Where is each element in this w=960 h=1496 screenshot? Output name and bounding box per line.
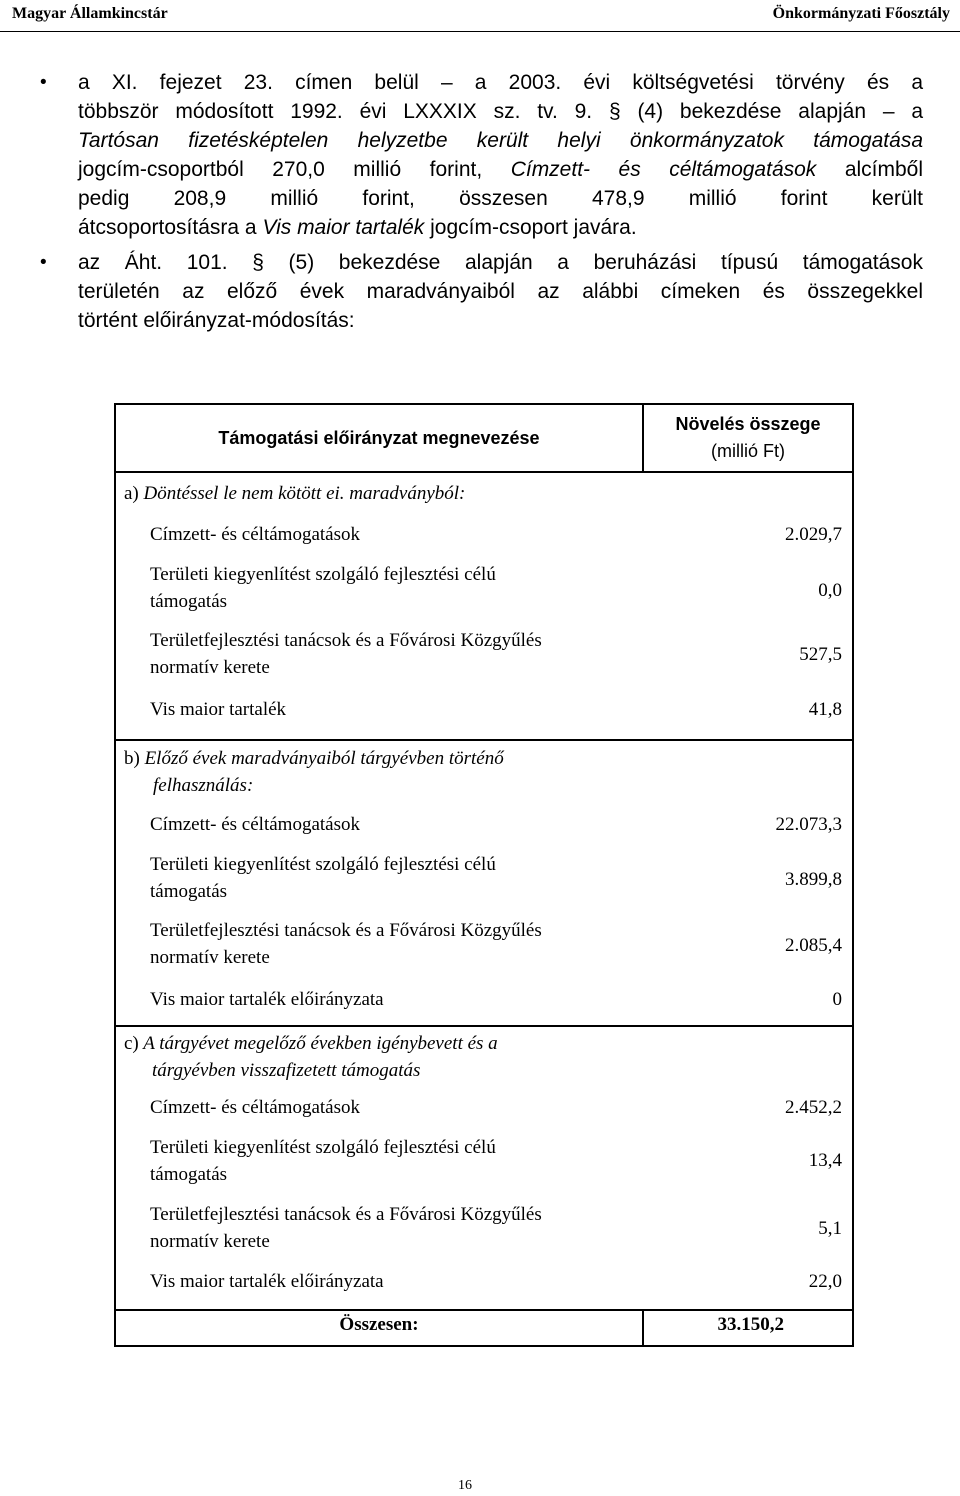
- bullet-1-line-6: [78, 213, 923, 242]
- table-row: [150, 851, 842, 905]
- row-name-line-2: normatív kerete: [150, 1231, 270, 1252]
- row-name-line-2: támogatás: [150, 591, 228, 612]
- section-a-block: [116, 473, 852, 739]
- header-organization: Magyar Államkincstár: [12, 5, 168, 22]
- table-row: [150, 917, 842, 971]
- bullet-2-line-1: • az Áht. 101. § (5) bekezdése alapján a beruházási típusú támogatások: [78, 251, 923, 274]
- row-name: Címzett- és céltámogatások: [150, 1097, 360, 1118]
- row-name-line-1: Területfejlesztési tanácsok és a Fővárosi Közgyűlés: [150, 630, 542, 651]
- table-row: [150, 561, 842, 615]
- section-a-title-text: Döntéssel le nem kötött ei. maradványból:: [143, 483, 466, 504]
- section-b-title: [124, 745, 842, 799]
- table-header-row: [115, 404, 853, 472]
- header-department: Önkormányzati Főosztály: [772, 5, 950, 22]
- row-value: 2.452,2: [785, 1097, 842, 1118]
- bullet-1-line-2: többször módosított 1992. évi LXXXIX sz. tv. 9. § (4) bekezdése alapján – a: [78, 100, 923, 123]
- row-name: Vis maior tartalék előirányzata: [150, 1271, 384, 1292]
- total-label: Összesen:: [115, 1310, 643, 1346]
- bullet-1-line-6-c: jogcím-csoport javára.: [424, 216, 637, 239]
- section-b-title-line-1: Előző évek maradványaiból tárgyévben történő: [144, 748, 504, 769]
- section-c-label: c): [124, 1033, 139, 1054]
- row-name: Vis maior tartalék előirányzata: [150, 989, 384, 1010]
- total-value: 33.150,2: [643, 1310, 853, 1346]
- row-value: 3.899,8: [785, 869, 842, 890]
- table-row: [150, 521, 842, 548]
- row-name-line-1: Területfejlesztési tanácsok és a Fővárosi Közgyűlés: [150, 1204, 542, 1225]
- row-value: 5,1: [818, 1218, 842, 1239]
- row-name-line-2: normatív kerete: [150, 657, 270, 678]
- section-c-cell: [115, 1026, 853, 1310]
- header-value-unit: (millió Ft): [711, 441, 785, 461]
- section-c-title-line-2: tárgyévben visszafizetett támogatás: [152, 1060, 421, 1081]
- bullet-1-line-4-a: jogcím-csoportból 270,0 millió forint,: [78, 158, 511, 181]
- section-c-title-line-1: A tárgyévet megelőző években igénybevett és a: [143, 1033, 498, 1054]
- row-value: 0,0: [818, 580, 842, 601]
- table-row: [150, 696, 842, 723]
- bullet-list: [78, 68, 923, 341]
- bullet-1-line-4: [78, 155, 923, 184]
- bullet-1-line-6-a: átcsoportosításra a: [78, 216, 263, 239]
- table-row: [150, 1268, 842, 1295]
- table-row: [150, 1134, 842, 1188]
- bullet-item-2: [78, 248, 923, 335]
- row-value: 22.073,3: [775, 814, 842, 835]
- header-value-cell: [643, 404, 853, 472]
- section-b-title-line-2: felhasználás:: [153, 775, 254, 796]
- row-value: 41,8: [808, 699, 842, 720]
- bullet-1-line-5: pedig 208,9 millió forint, összesen 478,9 millió forint került: [78, 187, 923, 210]
- row-value: 13,4: [808, 1150, 842, 1171]
- section-a-cell: [115, 472, 853, 740]
- row-name-line-2: normatív kerete: [150, 947, 270, 968]
- row-name-line-1: Területfejlesztési tanácsok és a Fővárosi Közgyűlés: [150, 920, 542, 941]
- bullet-1-line-4-c: alcímből: [816, 158, 924, 181]
- section-c-row: [115, 1026, 853, 1310]
- bullet-2-line-2: területén az előző évek maradványaiból az alábbi címeken és összegekkel: [78, 280, 923, 303]
- table-row: [150, 627, 842, 681]
- row-value: 527,5: [799, 644, 842, 665]
- row-value: 0: [832, 989, 842, 1010]
- bullet-item-1: [78, 68, 923, 242]
- row-name-line-2: támogatás: [150, 881, 228, 902]
- bullet-1-italic-title: Tartósan fizetésképtelen helyzetbe került helyi önkormányzatok támogatása: [78, 129, 923, 152]
- row-name-line-2: támogatás: [150, 1164, 228, 1185]
- table-row: [150, 811, 842, 838]
- row-name: Címzett- és céltámogatások: [150, 814, 360, 835]
- table-row: [150, 1094, 842, 1121]
- bullet-1-line-6-italic: Vis maior tartalék: [262, 216, 425, 239]
- row-name: Címzett- és céltámogatások: [150, 524, 360, 545]
- section-a-label: a): [124, 483, 139, 504]
- section-a-title: [124, 480, 842, 507]
- row-value: 22,0: [808, 1271, 842, 1292]
- page-number: 16: [458, 1478, 472, 1493]
- table-row: [150, 1201, 842, 1255]
- section-c-block: [116, 1027, 852, 1309]
- page-header: [0, 0, 960, 32]
- row-name-line-1: Területi kiegyenlítést szolgáló fejlesztési célú: [150, 1137, 496, 1158]
- header-name-cell: Támogatási előirányzat megnevezése: [115, 404, 643, 472]
- section-b-row: [115, 740, 853, 1026]
- section-b-cell: [115, 740, 853, 1026]
- table-row: [150, 986, 842, 1013]
- bullet-1-line-1: • a XI. fejezet 23. címen belül – a 2003. évi költségvetési törvény és a: [78, 71, 923, 94]
- row-name: Vis maior tartalék: [150, 699, 287, 720]
- section-b-label: b): [124, 748, 140, 769]
- section-a-row: [115, 472, 853, 740]
- header-value-title: Növelés összege: [675, 414, 821, 434]
- row-name-line-1: Területi kiegyenlítést szolgáló fejlesztési célú: [150, 854, 496, 875]
- row-name-line-1: Területi kiegyenlítést szolgáló fejlesztési célú: [150, 564, 496, 585]
- total-row: [115, 1310, 853, 1346]
- bullet-1-line-4-italic: Címzett- és céltámogatások: [510, 158, 817, 181]
- bullet-1-line-3: [78, 126, 923, 155]
- budget-table: [114, 403, 854, 1347]
- row-value: 2.029,7: [785, 524, 842, 545]
- section-c-title: [124, 1030, 842, 1084]
- section-b-block: [116, 741, 852, 1025]
- row-value: 2.085,4: [785, 935, 842, 956]
- bullet-2-line-3: történt előirányzat-módosítás:: [78, 309, 355, 332]
